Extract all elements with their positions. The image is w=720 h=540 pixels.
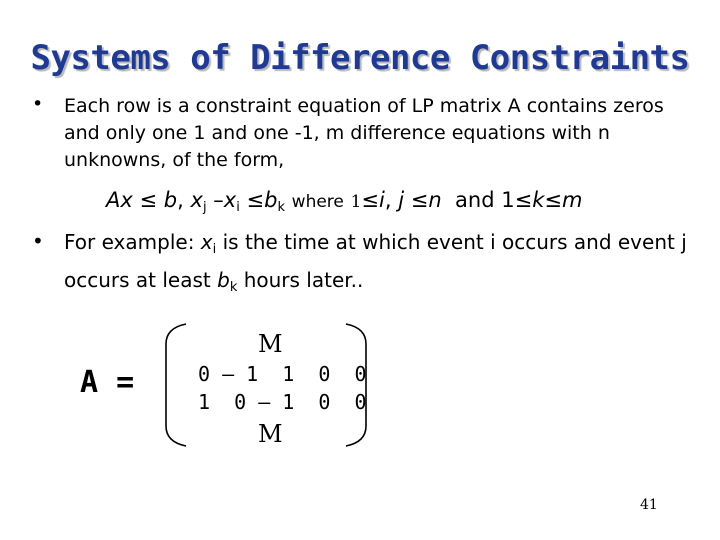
matrix-row-2: 1 0 – 1 0 0 <box>198 390 367 414</box>
bullet-2-xi: x <box>200 230 213 254</box>
eq-comma: , <box>177 188 184 212</box>
eq-bk: b <box>264 188 278 212</box>
eq-m: m <box>562 188 583 212</box>
bullet-marker-2: • <box>32 229 44 253</box>
eq-xj: x <box>190 188 203 212</box>
bullet-marker-1: • <box>32 93 44 115</box>
eq-k-var: k <box>532 188 545 212</box>
eq-where: where <box>291 192 344 212</box>
bullet-1-text: Each row is a constraint equation of LP matrix A contains zeros and only one 1 and one -1, m difference equations with n unknowns, of the form, <box>64 95 664 171</box>
eq-minus: – <box>213 188 224 212</box>
eq-le-2: ≤ <box>246 188 265 212</box>
matrix-rows <box>198 360 367 416</box>
eq-b: b <box>163 188 178 212</box>
bullet-2-bk: b <box>217 268 230 292</box>
eq-ax: Ax <box>106 188 133 212</box>
constraint-equation <box>106 188 582 215</box>
eq-le-5: ≤ <box>514 188 533 212</box>
eq-le-6: ≤ <box>544 188 563 212</box>
bullet-2-part-2: is the time at which event i occurs and event j occurs at least <box>64 230 687 292</box>
eq-n: n <box>428 188 442 212</box>
bullet-2-part-1: For example: <box>64 230 201 254</box>
bullet-2-part-3: hours later.. <box>237 268 364 292</box>
matrix-row-1: 0 – 1 1 0 0 <box>198 362 367 386</box>
page-number: 41 <box>640 497 658 513</box>
eq-le-4: ≤ <box>410 188 429 212</box>
bullet-2-sub-k: k <box>229 280 238 295</box>
eq-one-2: 1 <box>501 188 515 212</box>
matrix-lhs: A = <box>80 365 135 400</box>
matrix-vdots-bottom: M <box>258 420 283 448</box>
bullet-2-sub-i: i <box>212 242 217 257</box>
eq-i-var: i <box>379 188 385 212</box>
matrix-figure <box>80 320 390 450</box>
eq-le-1: ≤ <box>139 188 158 212</box>
eq-sub-k: k <box>277 200 285 215</box>
eq-one: 1 <box>350 192 362 212</box>
matrix-vdots-top: M <box>258 330 283 358</box>
eq-xi: x <box>223 188 237 212</box>
eq-sub-i: i <box>236 200 240 215</box>
bullet-2-text <box>64 227 694 303</box>
eq-j-var: j <box>398 188 405 212</box>
eq-and: and <box>455 188 495 212</box>
matrix-left-bracket <box>160 320 190 450</box>
slide-title: Systems of Difference Constraints <box>30 38 690 78</box>
eq-sub-j: j <box>202 200 207 215</box>
eq-le-3: ≤ <box>361 188 380 212</box>
eq-comma-2: , <box>384 188 392 212</box>
